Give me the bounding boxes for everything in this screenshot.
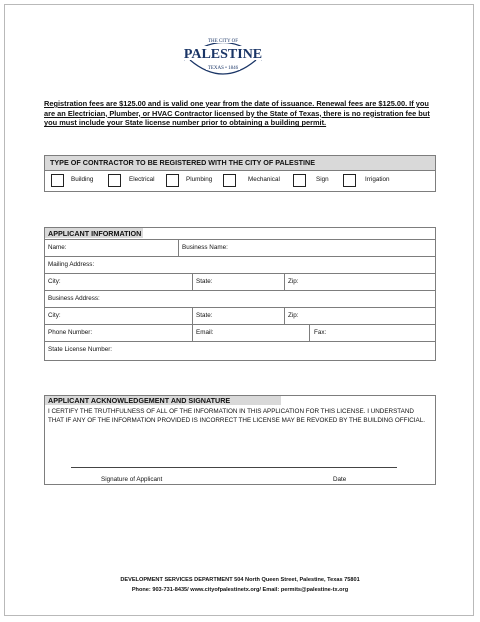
applicant-information-section xyxy=(44,227,436,361)
business-name-field[interactable]: Business Name: xyxy=(182,244,228,251)
acknowledgement-heading xyxy=(45,396,435,406)
mailing-city-row xyxy=(45,273,435,290)
mailing-zip-field[interactable]: Zip: xyxy=(288,278,299,285)
license-row xyxy=(45,341,435,358)
fax-field[interactable]: Fax: xyxy=(314,329,327,336)
city-of-palestine-logo xyxy=(176,33,270,75)
phone-field[interactable]: Phone Number: xyxy=(48,329,93,336)
business-city-field[interactable]: City: xyxy=(48,312,61,319)
certification-text: I CERTIFY THE TRUTHFULNESS OF ALL OF THE INFORMATION IN THIS APPLICATION FOR THIS LICENSE. I UNDERSTAND THAT IF ANY OF THE INFORMATION PROVIDED IS INCORRECT THE LICENSE MAY BE REVOKED BY THE BUILDING OFFICIAL. xyxy=(48,408,425,424)
business-state-field[interactable]: State: xyxy=(196,312,213,319)
footer-address: DEVELOPMENT SERVICES DEPARTMENT 504 North Queen Street, Palestine, Texas 75801 xyxy=(120,577,360,583)
irrigation-checkbox[interactable] xyxy=(343,174,356,187)
sign-label: Sign xyxy=(316,176,329,183)
applicant-heading xyxy=(45,228,435,239)
contractor-type-options xyxy=(45,171,435,192)
sign-checkbox[interactable] xyxy=(293,174,306,187)
email-field[interactable]: Email: xyxy=(196,329,214,336)
mailing-address-row xyxy=(45,256,435,273)
signature-line[interactable] xyxy=(71,467,397,468)
electrical-checkbox[interactable] xyxy=(108,174,121,187)
contractor-type-section xyxy=(44,155,436,192)
mailing-city-field[interactable]: City: xyxy=(48,278,61,285)
applicant-heading-text: APPLICANT INFORMATION xyxy=(48,229,142,238)
name-field[interactable]: Name: xyxy=(48,244,67,251)
business-address-row xyxy=(45,290,435,307)
business-zip-field[interactable]: Zip: xyxy=(288,312,299,319)
mailing-state-field[interactable]: State: xyxy=(196,278,213,285)
name-row xyxy=(45,239,435,256)
plumbing-checkbox[interactable] xyxy=(166,174,179,187)
business-address-field[interactable]: Business Address: xyxy=(48,295,100,302)
business-city-row xyxy=(45,307,435,324)
contact-row xyxy=(45,324,435,341)
state-license-field[interactable]: State License Number: xyxy=(48,346,113,353)
plumbing-label: Plumbing xyxy=(186,176,213,183)
footer-contact: Phone: 903-731-8435/ www.cityofpalestinetx.org/ Email: permits@palestine-tx.org xyxy=(131,587,349,593)
logo-small-text: THE CITY OF xyxy=(207,39,239,44)
logo-name: PALESTINE xyxy=(183,47,263,62)
irrigation-label: Irrigation xyxy=(365,176,390,183)
date-label: Date xyxy=(333,476,347,483)
building-label: Building xyxy=(71,176,94,183)
contractor-type-heading: TYPE OF CONTRACTOR TO BE REGISTERED WITH THE CITY OF PALESTINE xyxy=(45,156,435,171)
building-checkbox[interactable] xyxy=(51,174,64,187)
electrical-label: Electrical xyxy=(129,176,155,183)
mailing-address-field[interactable]: Mailing Address: xyxy=(48,261,95,268)
mechanical-checkbox[interactable] xyxy=(223,174,236,187)
fee-notice: Registration fees are $125.00 and is valid one year from the date of issuance. Renewal fees are $125.00. If you are an Electrician, Plumber, or HVAC Contractor licensed by the State of Texas, there is no registration fee but you must include your State license number prior to obtaining a building permit. xyxy=(44,99,430,128)
signature-label: Signature of Applicant xyxy=(101,476,163,483)
acknowledgement-heading-text: APPLICANT ACKNOWLEDGEMENT AND SIGNATURE xyxy=(48,396,231,405)
logo-sub-text: TEXAS • 1846 xyxy=(207,66,239,71)
acknowledgement-section xyxy=(44,395,436,485)
mechanical-label: Mechanical xyxy=(248,176,280,183)
